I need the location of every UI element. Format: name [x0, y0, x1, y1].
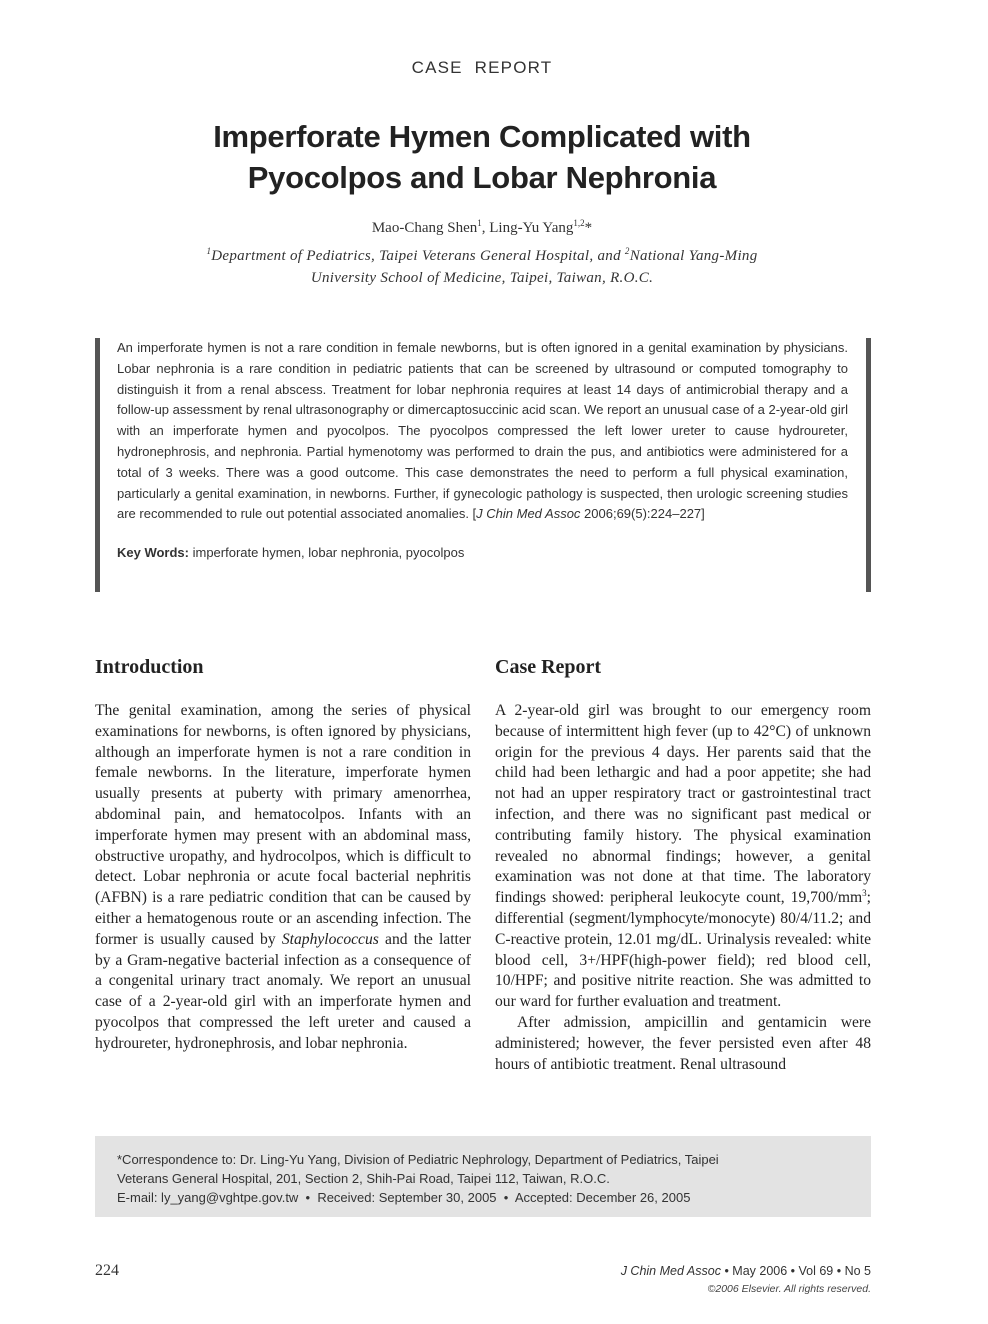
introduction-text: and the latter by a Gram-negative bacterial infection as a consequence of a congenital urinary tract anomaly. We report an unusual case of a 2-year-old girl with an imperforate hymen and pyocolpos that compressed the left ureter and caused a hydroureter, hydronephrosis, and lobar nephronia.: [95, 930, 472, 1052]
case-report-paragraph: [495, 701, 871, 1013]
keywords-list: imperforate hymen, lobar nephronia, pyocolpos: [189, 545, 465, 561]
copyright: ©2006 Elsevier. All rights reserved.: [707, 1283, 871, 1295]
abstract-citation-journal: J Chin Med Assoc: [476, 506, 581, 522]
section-label: CASE REPORT: [411, 58, 553, 77]
introduction-heading: Introduction: [95, 656, 204, 678]
keywords: [117, 545, 848, 560]
author-name: Mao-Chang Shen: [371, 220, 478, 236]
affiliation-mark: 2: [624, 246, 630, 256]
journal-citation: [621, 1264, 871, 1278]
affiliation-text: National Yang-Ming: [629, 248, 758, 264]
case-report-heading: Case Report: [495, 656, 602, 678]
case-report-paragraph: After admission, ampicillin and gentamicin were administered; however, the fever persisted even after 48 hours of antibiotic treatment. Renal ultrasound: [495, 1013, 871, 1073]
journal-issue: • May 2006 • Vol 69 • No 5: [720, 1264, 871, 1278]
case-report-text: A 2-year-old girl was brought to our emergency room because of intermittent high fever (up to 42°C) of unknown origin for the previous 4 days. Her parents said that the child had been lethargic and had a poor appetite; she had not had an upper respiratory tract or gastrointestinal tract infection, and there was no significant past medical or contributing family history. The physical examination revealed no abnormal findings; however, a genital examination was not done at that time. The laboratory findings showed: peripheral leukocyte count, 19,700/mm: [495, 702, 871, 907]
introduction-column: [95, 655, 471, 1055]
case-report-column: [495, 655, 871, 1075]
introduction-text: The genital examination, among the series of physical examinations for newborns, is often ignored by physicians, although an imperforate hymen is not a rare condition in female newborns. In the literature, imperforate hymen usually presents at puberty with primary amenorrhea, abdominal pain, and hematocolpos. Infants with an imperforate hymen may present with an abdominal mass, obstructive uropathy, and hydrocolpos, which is difficult to detect. Lobar nephronia or acute focal bacterial nephritis (AFBN) is a rare pediatric condition that can be caused by either a hematogenous route or an ascending infection. The former is usually caused by: [95, 702, 471, 948]
correspondence-line: Veterans General Hospital, 201, Section 2, Shih-Pai Road, Taipei 112, Taiwan, R.O.C.: [117, 1171, 610, 1186]
title-line-2: Pyocolpos and Lobar Nephronia: [247, 160, 717, 195]
affiliation-mark: 1: [206, 246, 212, 256]
keywords-label: Key Words:: [117, 545, 189, 561]
introduction-italic-term: Staphylococcus: [281, 930, 379, 948]
abstract-body: An imperforate hymen is not a rare condition in female newborns, but is often ignored in a genital examination by physicians. Lobar nephronia is a rare condition in pediatric patients that can be screened by ultrasound or computed tomography to distinguish it from a renal abscess. Treatment for lobar nephronia requires at least 14 days of antimicrobial therapy and a follow-up assessment by renal ultrasonography or dimercaptosuccinic acid scan. We report an unusual case of a 2-year-old girl with an imperforate hymen and pyocolpos. The pyocolpos compressed the left lower ureter to cause hydroureter, hydronephrosis, and nephronia. Partial hymenotomy was performed to drain the pus, and antibiotics were administered for a total of 3 weeks. There was a good outcome. This case demonstrates the need to perform a full physical examination, particularly a genital examination, in newborns. Further, if gynecologic pathology is suspected, then urologic screening studies are recommended to rule out potential associated anomalies. [: [117, 340, 848, 522]
title-line-1: Imperforate Hymen Complicated with: [213, 119, 751, 154]
affiliation-line: University School of Medicine, Taipei, Taiwan, R.O.C.: [310, 270, 654, 286]
affiliations: [180, 245, 784, 289]
page-number: 224: [95, 1262, 119, 1279]
correspondence-line: E-mail: ly_yang@vghtpe.gov.tw • Received: September 30, 2005 • Accepted: December 26, 2005: [117, 1190, 691, 1205]
author-affiliation-mark: 1,2: [573, 218, 585, 228]
author-separator: ,: [481, 220, 490, 236]
corresponding-author-mark: *: [584, 220, 593, 236]
author-name: Ling-Yu Yang: [489, 220, 574, 236]
affiliation-line: [180, 245, 784, 267]
superscript: 3: [862, 887, 867, 898]
introduction-paragraph: [95, 701, 471, 1055]
article-title: [140, 116, 824, 198]
correspondence-box: [95, 1136, 871, 1217]
abstract-box: [95, 338, 871, 592]
correspondence-line: *Correspondence to: Dr. Ling-Yu Yang, Division of Pediatric Nephrology, Department of Pediatrics, Taipei: [117, 1152, 719, 1167]
author-affiliation-mark: 1: [477, 218, 482, 228]
author-list: [0, 220, 964, 237]
abstract-text: [117, 338, 848, 525]
journal-name: J Chin Med Assoc: [620, 1264, 721, 1278]
affiliation-text: Department of Pediatrics, Taipei Veterans General Hospital, and: [211, 248, 625, 264]
abstract-citation: 2006;69(5):224–227]: [580, 506, 705, 522]
case-report-text: ; differential (segment/lymphocyte/monocyte) 80/4/11.2; and C-reactive protein, 12.01 mg/dL. Urinalysis revealed: white blood cell, 3+/HPF(high-power field); red blood cell, 10/HPF; and positive nitrite reaction. She was admitted to our ward for further evaluation and treatment.: [495, 889, 871, 1011]
